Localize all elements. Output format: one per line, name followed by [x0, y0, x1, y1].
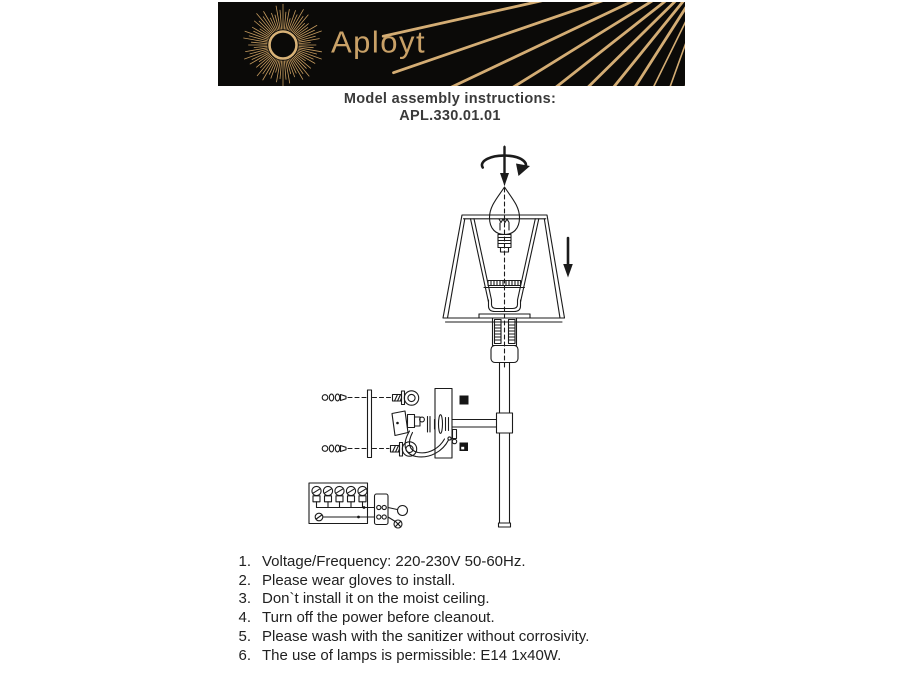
starburst-center	[272, 34, 295, 57]
wall-arm	[452, 420, 497, 428]
brand-wordmark: Aployt	[331, 24, 427, 60]
rotate-arrow-icon	[482, 147, 530, 186]
instruction-item	[233, 553, 589, 572]
assembly-diagram	[280, 140, 620, 550]
instruction-text: Turn off the power before cleanout.	[262, 609, 495, 627]
instruction-number: 2.	[238, 571, 251, 589]
instructions-list	[233, 553, 589, 665]
lamp-symbol	[398, 506, 408, 516]
brand-banner	[218, 2, 685, 86]
instruction-item	[233, 572, 589, 591]
instruction-number: 6.	[238, 646, 251, 664]
instruction-item	[233, 628, 589, 647]
instruction-item	[233, 590, 589, 609]
instruction-number: 3.	[238, 590, 251, 608]
instruction-text: Please wash with the sanitizer without corrosivity.	[262, 627, 590, 645]
bracket-hardware	[392, 411, 457, 444]
model-number: APL.330.01.01	[399, 108, 501, 124]
terminal-block	[309, 483, 408, 528]
instruction-text: Don`t install it on the moist ceiling.	[262, 590, 490, 608]
instruction-text: Voltage/Frequency: 220-230V 50-60Hz.	[262, 553, 526, 570]
lamp-shade	[443, 215, 565, 322]
instruction-item	[233, 647, 589, 666]
instruction-item	[233, 609, 589, 628]
down-arrow-icon	[563, 238, 573, 278]
wall-anchors	[322, 390, 391, 458]
wall-plate	[435, 389, 469, 459]
instruction-text: The use of lamps is permissible: E14 1x40W.	[262, 646, 562, 664]
mounting-strip	[368, 390, 372, 458]
instruction-number: 4.	[238, 609, 251, 627]
banner-art	[218, 2, 685, 86]
instruction-number: 1.	[238, 553, 251, 570]
junction-box	[497, 413, 513, 433]
instruction-number: 5.	[238, 627, 251, 645]
instruction-text: Please wear gloves to install.	[262, 571, 456, 589]
wires	[405, 431, 451, 457]
sheet-title: Model assembly instructions:	[343, 91, 557, 107]
